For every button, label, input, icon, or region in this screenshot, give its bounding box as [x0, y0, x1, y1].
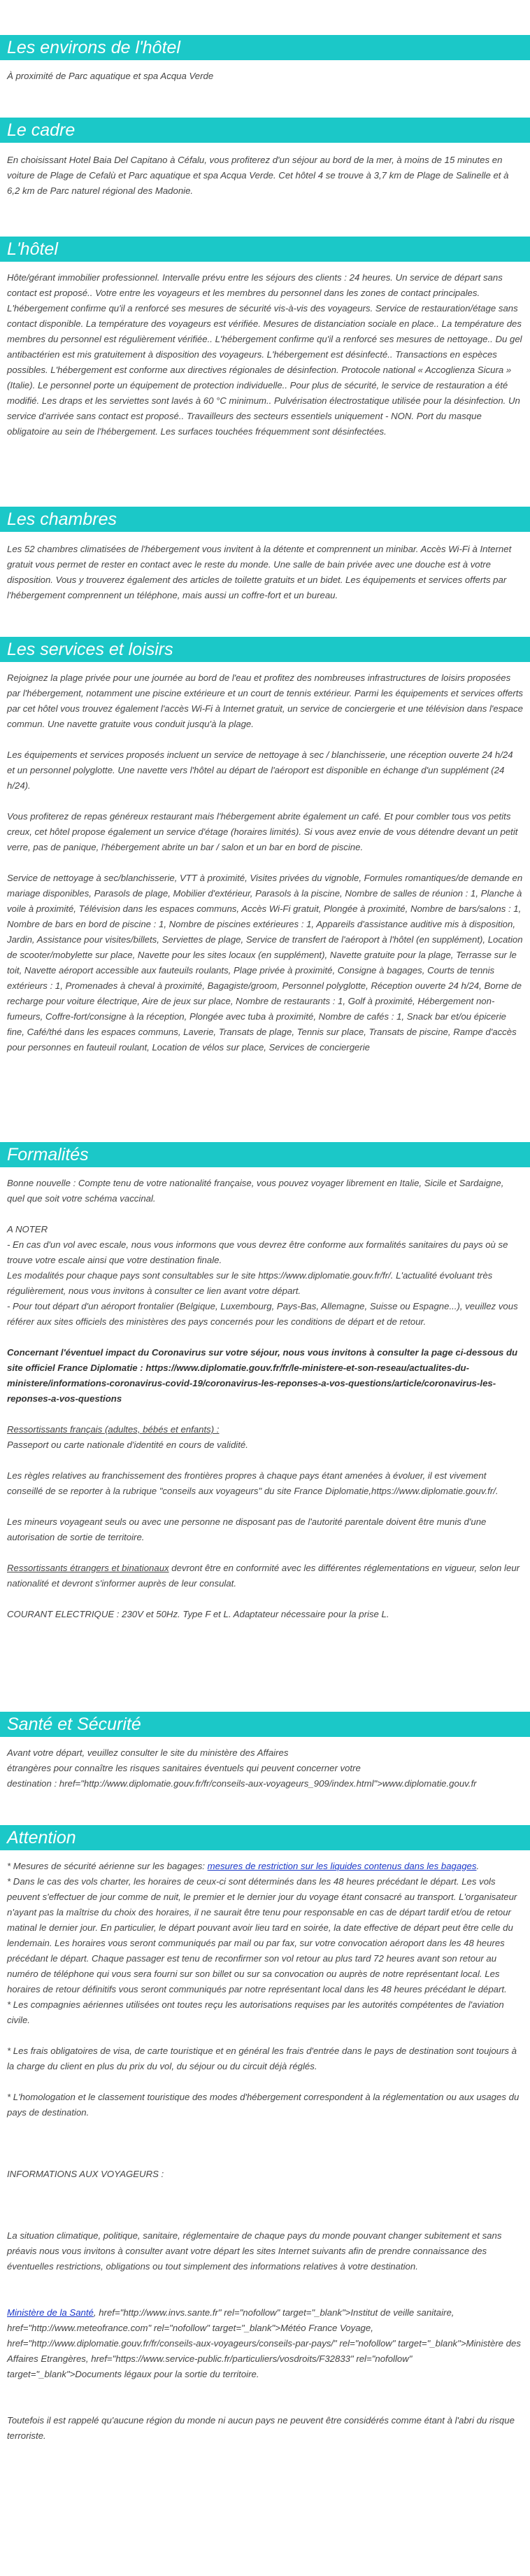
services-paragraph: Vous profiterez de repas généreux restaurant mais l'hébergement abrite également un café. Et pour combler tous vos petits creux, cet hôtel propose également un service d'étage (horaires limités). Si vous avez envie de vous détendre devant un petit verre, pas de panique, l'hébergement abrite un bar / salon et un bar en bord de piscine. [7, 811, 518, 852]
covid-notice: Concernant l'éventuel impact du Coronavirus sur votre séjour, nous vous invitons à consulter la page ci-dessous du site officiel France Diplomatie : https://www.diplomatie.gouv.fr/fr/le-ministere-et-son-reseau/actualites-du-ministere/informations-coronavirus-covid-19/coronavirus-les-reponses-a-vos-questions/article/coronavirus-les-reponses-a-vos-questions [7, 1347, 518, 1404]
border-rules: Les règles relatives au franchissement des frontières propres à chaque pays étant amenées à évoluer, il est vivement conseillé de se reporter à la rubrique "conseils aux voyageurs" du site France Diplomatie,https://www.diplomatie.gouv.fr/. [7, 1470, 499, 1496]
cadre-text: En choisissant Hotel Baia Del Capitano à Céfalu, vous profiterez d'un séjour au bord de la mer, à moins de 15 minutes en voiture de Plage de Cefalù et Parc aquatique et spa Acqua Verde. Cet hôtel 4 se trouve à 3,7 km de Plage de Salinelle et à 6,2 km de Parc naturel régional des Madonie. [7, 155, 509, 196]
section-title: Les services et loisirs [0, 637, 530, 662]
hotel-text: Hôte/gérant immobilier professionnel. Intervalle prévu entre les séjours des clients : 24 heures. Un service de départ sans contact est proposé.. Votre entre les voyageurs et les membres du personnel dans les zones de contact principales. L'hébergement confirme qu'il a renforcé ses mesures de sécurité vis-à-vis des voyageurs. Service de restauration/étage sans contact disponible. La température des voyageurs est vérifiée. Mesures de distanciation sociale en place.. La température des membres du personnel est régulièrement vérifiée.. L'hébergement confirme qu'il a renforcé ses mesures de nettoyage.. Du gel antibactérien est mis gratuitement à disposition des voyageurs. L'hébergement est désinfecté.. Transactions en espèces possibles. L'hébergement est conforme aux directives régionales de désinfection. Protocole national « Accoglienza Sicura » (Italie). Le personnel porte un équipement de protection individuelle.. Pour plus de sécurité, le service de restauration a été modifié. Les draps et les serviettes sont lavés à 60 °C minimum.. Pulvérisation électrostatique utilisée pour la désinfection. Un service d'arrivée sans contact est proposé.. Travailleurs des secteurs essentiels uniquement - NON. Port du masque obligatoire au sein de l'hébergement. Les surfaces touchées fréquemment sont désinfectées. [7, 272, 522, 437]
useful-links [7, 2305, 523, 2382]
sante-line: étrangères pour connaître les risques sanitaires éventuels qui peuvent concerner votre [7, 1763, 361, 1773]
note-line: Les modalités pour chaque pays sont consultables sur le site https://www.diplomatie.gouv.fr/fr/. L'actualité évoluant très régulièrement, nous vous invitons à consulter ce lien avant votre départ. [7, 1270, 493, 1296]
services-paragraph: Les équipements et services proposés incluent un service de nettoyage à sec / blanchisserie, une réception ouverte 24 h/24 et un personnel polyglotte. Une navette vers l'hôtel au départ de l'aéroport est disponible en échange d'un supplément (24 h/24). [7, 749, 513, 791]
section-title: Santé et Sécurité [0, 1712, 530, 1737]
residents-block [7, 1422, 523, 1453]
section-services [0, 637, 530, 1055]
section-title: Les environs de l'hôtel [0, 35, 530, 60]
section-title: Attention [0, 1825, 530, 1850]
attention-airlines: * Les compagnies aériennes utilisées ont toutes reçu les autorisations requises par les autorités compétentes de l'aviation civile. [7, 1999, 504, 2025]
environs-text: À proximité de Parc aquatique et spa Acqua Verde [7, 71, 214, 81]
attention-charter: * Dans le cas des vols charter, les horaires de ceux-ci sont déterminés dans les 48 heures précédant le départ. Les vols peuvent s'effectuer de jour comme de nuit, le premier et le dernier jour du voyage étant consacré au transport. L'organisateur n'ayant pas la maîtrise du choix des horaires, il ne saurait être tenu pour responsable en cas de départ tardif et/ou de retour matinal le dernier jour. En particulier, le départ pouvant avoir lieu tard en soirée, la date effective de départ peut être celle du lendemain. Les horaires vous seront communiqués par mail ou par fax, sur votre convocation aéroport dans les 48 heures précédant le départ. Chaque passager est tenu de reconfirmer son vol retour au plus tard 72 heures avant son retour au numéro de téléphone qui vous sera fourni sur son billet ou sur sa convocation ou auprès de notre représentant local. Les horaires de retour définitifs vous seront communiqués par notre représentant local dans les 48 heures précédant le départ. [7, 1876, 517, 1994]
chambres-text: Les 52 chambres climatisées de l'hébergement vous invitent à la détente et comprennent un minibar. Accès Wi-Fi à Internet gratuit vous permet de rester en contact avec le reste du monde. Une salle de bain privée avec une douche est à votre disposition. Vous y trouverez également des articles de toilette gratuits et un bidet. Les équipements et services offerts par l'hébergement comprennent un téléphone, mais aussi un coffre-fort et un bureau. [7, 544, 512, 600]
attention-visa: * Les frais obligatoires de visa, de carte touristique et en général les frais d'entrée dans le pays de destination sont toujours à la charge du client en plus du prix du vol, du séjour ou du circuit déjà réglés. [7, 2046, 517, 2071]
health-ministry-link[interactable]: Ministère de la Santé [7, 2307, 94, 2318]
liquids-restriction-link[interactable]: mesures de restriction sur les liquides contenus dans les bagages [207, 1861, 477, 1871]
residents-text: Passeport ou carte nationale d'identité en cours de validité. [7, 1440, 248, 1450]
note-block [7, 1222, 523, 1330]
section-hotel [0, 237, 530, 439]
section-chambres [0, 507, 530, 603]
power-info: COURANT ELECTRIQUE : 230V et 50Hz. Type F et L. Adaptateur nécessaire pour la prise L. [7, 1609, 389, 1619]
section-attention [0, 1825, 530, 2444]
foreign-nationals [7, 1561, 523, 1591]
minors-text: Les mineurs voyageant seuls ou avec une personne ne disposant pas de l'autorité parentale doivent être munis d'une autorisation de sortie de territoire. [7, 1516, 487, 1542]
section-title: L'hôtel [0, 237, 530, 262]
formalites-intro: Bonne nouvelle : Compte tenu de votre nationalité française, vous pouvez voyager librement en Italie, Sicile et Sardaigne, quel que soit votre schéma vaccinal. [7, 1178, 504, 1204]
section-environs [0, 35, 530, 84]
sante-line: destination : href="http://www.diplomatie.gouv.fr/fr/conseils-aux-voyageurs_909/index.html">www.diplomatie.gouv.fr [7, 1778, 477, 1789]
section-title: Formalités [0, 1142, 530, 1167]
baggage-suffix: . [476, 1861, 480, 1871]
foreign-title: Ressortissants étrangers et binationaux [7, 1563, 169, 1573]
section-sante [0, 1712, 530, 1792]
attention-classification: * L'homologation et le classement touristique des modes d'hébergement correspondent à la réglementation ou aux usages du pays de destination. [7, 2092, 520, 2118]
baggage-prefix: * Mesures de sécurité aérienne sur les bagages: [7, 1861, 208, 1871]
sante-line: Avant votre départ, veuillez consulter le site du ministère des Affaires [7, 1747, 289, 1758]
useful-links-text: , href="http://www.invs.sante.fr" rel="nofollow" target="_blank">Institut de veille sanitaire, href="http://www.meteofrance.com" rel="nofollow" target="_blank">Météo France Voyage, href="http://www.diplomatie.gouv.fr/fr/conseils-aux-voyageurs/conseils-par-pays/" rel="nofollow" target="_blank">Ministère des Affaires Etrangères, href="https://www.service-public.fr/particuliers/vosdroits/F32833" rel="nofollow" target="_blank">Documents légaux pour la sortie du territoire. [7, 2307, 521, 2379]
foreign-text: devront être en conformité avec les différentes réglementations en vigueur, selon leur nationalité et devront s'informer auprès de leur consulat. [7, 1563, 520, 1589]
info-title: INFORMATIONS AUX VOYAGEURS : [7, 2169, 164, 2179]
terror-notice: Toutefois il est rappelé qu'aucune région du monde ni aucun pays ne peuvent être considérés comme étant à l'abri du risque terroriste. [7, 2415, 515, 2441]
section-formalites [0, 1142, 530, 1622]
section-cadre [0, 118, 530, 199]
note-line: - En cas d'un vol avec escale, nous vous informons que vous devrez être conforme aux formalités sanitaires du pays où se trouve votre escale ainsi que votre destination finale. [7, 1239, 508, 1265]
services-paragraph: Rejoignez la plage privée pour une journée au bord de l'eau et profitez des nombreuses infrastructures de loisirs proposées par l'hébergement, notamment une piscine extérieure et un court de tennis extérieur. Parmi les équipements et services offerts par cet hôtel vous trouvez également l'accès Wi-Fi à Internet gratuit, un service de conciergerie et une télévision dans l'espace commun. Une navette gratuite vous conduit jusqu'à la plage. [7, 673, 523, 729]
section-title: Les chambres [0, 507, 530, 532]
note-line: - Pour tout départ d'un aéroport frontalier (Belgique, Luxembourg, Pays-Bas, Allemagne, Suisse ou Espagne...), veuillez vous référer aux sites officiels des ministères des pays concernés pour les conditions de départ et de retour. [7, 1301, 518, 1327]
section-title: Le cadre [0, 118, 530, 143]
attention-baggage [7, 1859, 523, 1874]
services-list: Service de nettoyage à sec/blanchisserie, VTT à proximité, Visites privées du vignoble, Formules romantiques/de demande en mariage disponibles, Parasols de plage, Mobilier d'extérieur, Parasols à la piscine, Nombre de salles de réunion : 1, Planche à voile à proximité, Télévision dans les espaces communs, Accès Wi-Fi gratuit, Plongée à proximité, Nombre de bars/salons : 1, Nombre de bars en bord de piscine : 1, Nombre de piscines extérieures : 1, Appareils d'assistance auditive mis à disposition, Jardin, Assistance pour visites/billets, Serviettes de plage, Service de transfert de l'aéroport à l'hôtel (en supplément), Location de scooter/mobylette sur place, Navette pour les sites locaux (en supplément), Navette gratuite pour la plage, Terrasse sur le toit, Navette aéroport accessible aux fauteuils roulants, Plage privée à proximité, Consigne à bagages, Courts de tennis extérieurs : 1, Promenades à cheval à proximité, Bagagiste/groom, Personnel polyglotte, Réception ouverte 24 h/24, Borne de recharge pour voiture électrique, Aire de jeux sur place, Nombre de restaurants : 1, Golf à proximité, Hébergement non-fumeurs, Coffre-fort/consigne à la réception, Plongée avec tuba à proximité, Nombre de cafés : 1, Snack bar et/ou épicerie fine, Café/thé dans les espaces communs, Laverie, Transats de plage, Tennis sur place, Transats de piscine, Rampe d'accès pour personnes en fauteuil roulant, Location de vélos sur place, Services de conciergerie [7, 873, 523, 1053]
residents-title: Ressortissants français (adultes, bébés et enfants) : [7, 1424, 220, 1435]
note-title: A NOTER [7, 1224, 48, 1234]
info-text: La situation climatique, politique, sanitaire, réglementaire de chaque pays du monde pouvant changer subitement et sans préavis nous vous invitons à consulter avant votre départ les sites Internet suivants afin de prendre connaissance des éventuelles restrictions, obligations ou tout simplement des informations relatives à votre destination. [7, 2230, 502, 2272]
